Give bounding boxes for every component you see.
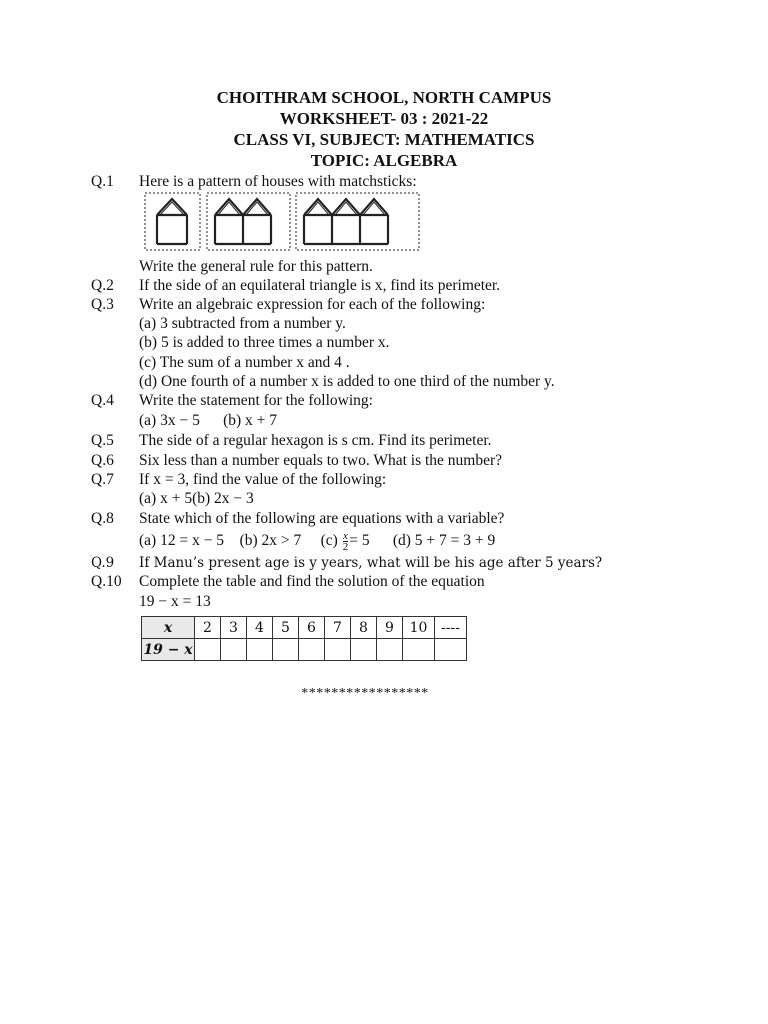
table-cell: 5 — [273, 617, 299, 639]
empty-answer-cell[interactable] — [351, 639, 377, 661]
empty-answer-cell[interactable] — [195, 639, 221, 661]
q1-rule-text: Write the general rule for this pattern. — [139, 258, 373, 275]
empty-answer-cell[interactable] — [247, 639, 273, 661]
table-cell: 3 — [221, 617, 247, 639]
class-subject: CLASS VI, SUBJECT: MATHEMATICS — [233, 130, 535, 149]
question-number: Q.7 — [91, 471, 114, 488]
empty-answer-cell[interactable] — [435, 639, 467, 661]
question-text: If x = 3, find the value of the following: — [139, 471, 387, 488]
empty-answer-cell[interactable] — [273, 639, 299, 661]
empty-answer-cell[interactable] — [299, 639, 325, 661]
topic-title: TOPIC: ALGEBRA — [310, 151, 458, 170]
question-number: Q.4 — [91, 392, 114, 409]
worksheet-title: WORKSHEET- 03 : 2021-22 — [279, 109, 489, 128]
table-cell: 8 — [351, 617, 377, 639]
q8-option-d: (d) 5 + 7 = 3 + 9 — [392, 532, 496, 549]
question-text: State which of the following are equations with a variable? — [139, 510, 505, 527]
question-number: Q.10 — [91, 573, 122, 590]
question-text: Write the statement for the following: — [139, 392, 373, 409]
question-text: If the side of an equilateral triangle is x, find its perimeter. — [139, 277, 501, 294]
q8-option-c-label: (c) — [320, 532, 338, 549]
question-number: Q.9 — [91, 555, 115, 571]
q8-options — [139, 530, 495, 552]
table-cell: 9 — [377, 617, 403, 639]
table-cell: 7 — [325, 617, 351, 639]
part-text: (a) 3x − 5 (b) x + 7 — [139, 412, 278, 429]
empty-answer-cell[interactable] — [221, 639, 247, 661]
empty-answer-cell[interactable] — [377, 639, 403, 661]
part-text: (a) 3 subtracted from a number y. — [139, 315, 346, 332]
table-cell: 6 — [299, 617, 325, 639]
x-value-table — [141, 616, 467, 661]
table-row — [142, 639, 467, 661]
question-text: If Manu’s present age is y years, what will be his age after 5 years? — [139, 555, 603, 571]
q8-option-b: (b) 2x > 7 — [239, 532, 302, 549]
question-text: Complete the table and find the solution of the equation — [139, 573, 485, 590]
question-number: Q.5 — [91, 432, 114, 449]
matchstick-houses-figure — [143, 190, 423, 254]
question-number: Q.8 — [91, 510, 114, 527]
question-number: Q.3 — [91, 296, 114, 313]
question-text: Here is a pattern of houses with matchsticks: — [139, 173, 417, 190]
table-cell: 10 — [403, 617, 435, 639]
q1-instruction — [0, 257, 373, 276]
footer-stars: ***************** — [301, 686, 429, 701]
part-text: (d) One fourth of a number x is added to one third of the number y. — [139, 373, 555, 390]
school-name: CHOITHRAM SCHOOL, NORTH CAMPUS — [216, 88, 552, 107]
empty-answer-cell[interactable] — [403, 639, 435, 661]
row-header-x: x — [142, 617, 195, 639]
question-number: Q.1 — [91, 173, 114, 190]
q8-option-c-rhs: = 5 — [349, 532, 370, 549]
part-text: (c) The sum of a number x and 4 . — [139, 354, 350, 371]
question-number: Q.6 — [91, 452, 114, 469]
table-row — [142, 617, 467, 639]
part-text: (a) x + 5(b) 2x − 3 — [139, 490, 254, 507]
fraction-numerator: x — [343, 529, 348, 542]
question-text: Six less than a number equals to two. What is the number? — [139, 452, 503, 469]
q8-option-a: (a) 12 = x − 5 — [139, 532, 225, 549]
fraction-x-over-2 — [343, 531, 349, 552]
question-text: The side of a regular hexagon is s cm. Find its perimeter. — [139, 432, 492, 449]
part-text: (b) 5 is added to three times a number x. — [139, 334, 390, 351]
empty-answer-cell[interactable] — [325, 639, 351, 661]
table-cell: 4 — [247, 617, 273, 639]
fraction-denominator: 2 — [342, 540, 349, 553]
row-header-19-minus-x: 19 − x — [142, 639, 195, 661]
equation-text: 19 − x = 13 — [139, 593, 211, 610]
question-number: Q.2 — [91, 277, 114, 294]
question-text: Write an algebraic expression for each of the following: — [139, 296, 486, 313]
table-cell: 2 — [195, 617, 221, 639]
table-cell: ---- — [435, 617, 467, 639]
